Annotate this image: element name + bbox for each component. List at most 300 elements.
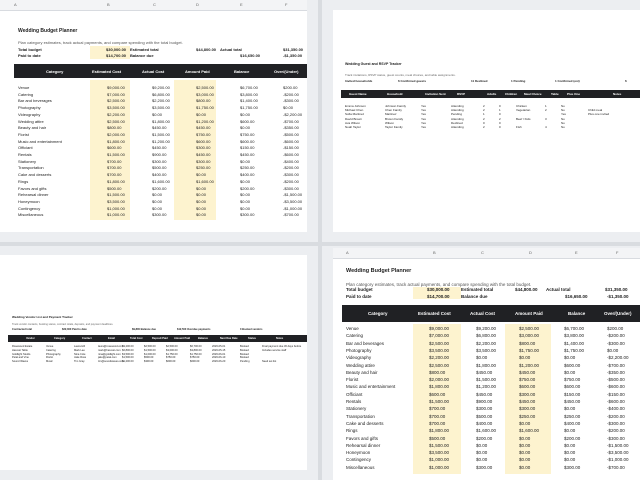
- category-cell[interactable]: Catering: [346, 333, 364, 339]
- estimated-cost-cell[interactable]: $1,500.00: [107, 192, 125, 198]
- header-contact[interactable]: Contact: [82, 337, 92, 340]
- actual-cost-cell[interactable]: $9,200.00: [152, 85, 170, 90]
- category-cell[interactable]: Rentals: [346, 399, 362, 404]
- amount-paid-cell[interactable]: $0.00: [196, 172, 207, 178]
- header-estimated-cost[interactable]: Estimated Cost: [418, 311, 451, 316]
- amount-paid-cell[interactable]: $800.00: [196, 98, 211, 104]
- deposit-cell[interactable]: $2,500.00: [144, 345, 156, 348]
- budget-row[interactable]: [333, 333, 640, 340]
- category-cell[interactable]: Florist: [18, 131, 29, 137]
- category-cell[interactable]: Wedding attire: [18, 118, 44, 124]
- estimated-cost-cell[interactable]: $2,500.00: [429, 340, 450, 346]
- amount-paid-cell[interactable]: $3,000.00: [166, 348, 178, 352]
- actual-cost-cell[interactable]: $6,800.00: [152, 91, 170, 97]
- amount-paid-cell[interactable]: $1,750.00: [519, 347, 540, 353]
- amount-paid-cell[interactable]: $0.00: [519, 355, 531, 361]
- estimated-cost-cell[interactable]: $500.00: [429, 435, 446, 441]
- amount-paid-cell[interactable]: $0.00: [196, 205, 207, 211]
- email-cell[interactable]: mark@harvest.com: [98, 348, 121, 352]
- category-cell[interactable]: Catering: [46, 348, 56, 352]
- over-under-cell[interactable]: -$600.00: [607, 384, 625, 390]
- estimated-cost-cell[interactable]: $1,000.00: [107, 212, 125, 218]
- header-amount-paid[interactable]: Amount Paid: [185, 69, 210, 74]
- actual-cost-cell[interactable]: $0.00: [152, 198, 163, 204]
- estimated-cost-cell[interactable]: $800.00: [429, 369, 446, 375]
- budget-row[interactable]: [333, 392, 640, 399]
- category-cell[interactable]: Beauty and hair: [346, 369, 378, 375]
- balance-cell[interactable]: $150.00: [240, 145, 255, 151]
- children-cell[interactable]: 2: [499, 116, 501, 121]
- category-cell[interactable]: Officiant: [18, 145, 33, 151]
- children-cell[interactable]: 0: [499, 104, 501, 108]
- over-under-cell[interactable]: -$300.00: [607, 340, 625, 346]
- amount-paid-cell[interactable]: $450.00: [519, 369, 536, 375]
- plus-one-cell[interactable]: No: [561, 125, 565, 129]
- table-cell[interactable]: 3: [545, 116, 547, 121]
- budget-row[interactable]: [0, 152, 307, 159]
- balance-cell[interactable]: $250.00: [564, 413, 581, 419]
- estimated-cost-cell[interactable]: $2,200.00: [429, 355, 450, 361]
- adults-cell[interactable]: 2: [483, 125, 485, 129]
- header-email[interactable]: Email: [108, 337, 115, 340]
- header-category[interactable]: Category: [46, 69, 64, 74]
- category-cell[interactable]: Favors and gifts: [346, 435, 379, 441]
- plus-one-cell[interactable]: No: [561, 108, 565, 113]
- header-estimated-cost[interactable]: Estimated Cost: [92, 69, 122, 74]
- category-cell[interactable]: Videography: [18, 111, 41, 117]
- status-cell[interactable]: Booked: [240, 345, 249, 348]
- adults-cell[interactable]: 2: [483, 116, 485, 121]
- balance-cell[interactable]: $1,400.00: [564, 340, 585, 346]
- balance-cell[interactable]: $1,400.00: [240, 98, 258, 104]
- amount-paid-cell[interactable]: $2,500.00: [519, 326, 540, 331]
- header-vendor[interactable]: Vendor: [26, 337, 35, 340]
- due-date-cell[interactable]: 2026-06-10: [212, 356, 226, 360]
- category-cell[interactable]: Venue: [46, 345, 54, 348]
- amount-paid-cell[interactable]: $0.00: [196, 185, 207, 191]
- amount-paid-cell[interactable]: $600.00: [166, 360, 176, 364]
- balance-cell[interactable]: $0.00: [564, 406, 576, 412]
- estimated-cost-cell[interactable]: $1,800.00: [429, 428, 450, 434]
- actual-cost-cell[interactable]: $0.00: [152, 192, 163, 198]
- rsvp-cell[interactable]: Attending: [451, 116, 464, 121]
- total-cost-cell[interactable]: $3,500.00: [122, 352, 134, 356]
- balance-cell[interactable]: $3,800.00: [240, 91, 258, 97]
- table-cell[interactable]: 2: [545, 108, 547, 113]
- category-cell[interactable]: Honeymoon: [18, 198, 40, 204]
- budget-row[interactable]: [0, 119, 307, 126]
- budget-row[interactable]: [0, 125, 307, 132]
- estimated-cost-cell[interactable]: $1,500.00: [429, 442, 450, 448]
- over-under-cell[interactable]: -$700.00: [283, 212, 299, 218]
- budget-sheet-preview-large[interactable]: [333, 248, 640, 480]
- over-under-cell[interactable]: -$200.00: [283, 165, 299, 171]
- over-under-cell[interactable]: $0.00: [607, 347, 619, 353]
- balance-cell[interactable]: $200.00: [564, 435, 581, 441]
- balance-cell[interactable]: $3,800.00: [564, 333, 585, 339]
- invitation-cell[interactable]: Yes: [421, 104, 426, 108]
- category-cell[interactable]: Transportation: [18, 165, 44, 171]
- over-under-cell[interactable]: -$200.00: [283, 91, 299, 97]
- household-cell[interactable]: Taylor Family: [385, 125, 403, 129]
- actual-cost-cell[interactable]: $3,500.00: [152, 105, 170, 111]
- budget-row[interactable]: [333, 363, 640, 370]
- budget-row[interactable]: [0, 92, 307, 99]
- actual-cost-cell[interactable]: $900.00: [476, 399, 493, 404]
- category-cell[interactable]: Beauty and hair: [18, 125, 47, 131]
- household-cell[interactable]: Martinez: [385, 112, 397, 117]
- actual-cost-cell[interactable]: $400.00: [476, 420, 493, 426]
- header-adults[interactable]: Adults: [487, 92, 497, 96]
- header-actual-cost[interactable]: Actual Cost: [470, 311, 496, 316]
- over-under-cell[interactable]: -$400.00: [607, 406, 625, 412]
- category-cell[interactable]: Honeymoon: [346, 450, 371, 456]
- over-under-cell[interactable]: -$3,500.00: [283, 198, 303, 204]
- amount-paid-cell[interactable]: $250.00: [196, 165, 211, 171]
- budget-row[interactable]: [333, 450, 640, 457]
- balance-cell[interactable]: $6,700.00: [190, 345, 202, 348]
- email-cell[interactable]: nina@goldlight.com: [98, 352, 121, 356]
- guest-rsvp-tracker-sheet[interactable]: [333, 10, 640, 232]
- over-under-cell[interactable]: -$400.00: [283, 158, 299, 164]
- over-under-cell[interactable]: -$1,000.00: [607, 457, 629, 463]
- deposit-cell[interactable]: $300.00: [144, 360, 154, 364]
- actual-cost-cell[interactable]: $6,800.00: [476, 333, 497, 339]
- estimated-cost-cell[interactable]: $600.00: [107, 145, 122, 151]
- balance-cell[interactable]: $0.00: [240, 205, 251, 211]
- header-category[interactable]: Category: [368, 311, 388, 316]
- actual-cost-cell[interactable]: $0.00: [476, 450, 488, 456]
- balance-cell[interactable]: $1,750.00: [564, 347, 585, 353]
- contact-cell[interactable]: Nina Cole: [74, 352, 86, 356]
- deposit-cell[interactable]: $500.00: [144, 356, 154, 360]
- category-cell[interactable]: Contingency: [346, 457, 372, 463]
- estimated-cost-cell[interactable]: $3,500.00: [429, 347, 450, 353]
- household-cell[interactable]: Chen Family: [385, 108, 402, 113]
- balance-cell[interactable]: $0.00: [240, 192, 251, 198]
- category-cell[interactable]: Rings: [346, 428, 358, 434]
- balance-cell[interactable]: $0.00: [564, 457, 576, 463]
- budget-row[interactable]: [0, 139, 307, 146]
- amount-paid-cell[interactable]: $3,000.00: [519, 333, 540, 339]
- budget-row[interactable]: [333, 348, 640, 355]
- actual-cost-cell[interactable]: $500.00: [476, 413, 493, 419]
- balance-cell[interactable]: $150.00: [564, 391, 581, 397]
- pane-divider-vertical[interactable]: [318, 0, 322, 480]
- category-cell[interactable]: Bar and beverages: [346, 340, 385, 346]
- header-balance[interactable]: Balance: [568, 311, 586, 316]
- header-table[interactable]: Table: [551, 92, 559, 96]
- header-household[interactable]: Household: [387, 92, 403, 96]
- status-cell[interactable]: Booked: [240, 348, 249, 352]
- over-under-cell[interactable]: -$300.00: [283, 185, 299, 191]
- vendor-cell[interactable]: Sound Waves: [12, 360, 29, 364]
- estimated-cost-cell[interactable]: $2,500.00: [429, 362, 450, 368]
- amount-paid-cell[interactable]: $0.00: [196, 111, 207, 117]
- amount-paid-cell[interactable]: $0.00: [196, 198, 207, 204]
- children-cell[interactable]: 0: [499, 120, 501, 125]
- amount-paid-cell[interactable]: $0.00: [519, 450, 531, 456]
- over-under-cell[interactable]: $200.00: [607, 326, 624, 331]
- budget-row[interactable]: [0, 206, 307, 213]
- budget-row[interactable]: [333, 377, 640, 384]
- balance-cell[interactable]: $6,700.00: [240, 85, 258, 90]
- balance-cell[interactable]: $1,750.00: [190, 352, 202, 356]
- estimated-cost-cell[interactable]: $2,000.00: [107, 131, 125, 137]
- amount-paid-cell[interactable]: $600.00: [519, 384, 536, 390]
- header-amount-paid[interactable]: Amount Paid: [174, 337, 190, 340]
- budget-row[interactable]: [333, 414, 640, 421]
- budget-row[interactable]: [0, 192, 307, 199]
- contact-cell[interactable]: Jake Ross: [74, 356, 87, 360]
- invitation-cell[interactable]: Yes: [421, 116, 426, 121]
- meal-cell[interactable]: Chicken: [516, 104, 527, 108]
- over-under-cell[interactable]: $0.00: [283, 105, 294, 111]
- header-invitation-sent[interactable]: Invitation Sent: [425, 92, 446, 96]
- category-cell[interactable]: Photography: [18, 105, 41, 111]
- actual-cost-cell[interactable]: $450.00: [476, 369, 493, 375]
- actual-cost-cell[interactable]: $1,200.00: [152, 138, 170, 144]
- amount-paid-cell[interactable]: $600.00: [196, 138, 211, 144]
- amount-paid-cell[interactable]: $300.00: [196, 158, 211, 164]
- budget-row[interactable]: [0, 132, 307, 139]
- amount-paid-cell[interactable]: $300.00: [519, 391, 536, 397]
- budget-row[interactable]: [0, 145, 307, 152]
- household-cell[interactable]: Brown Family: [385, 116, 404, 121]
- over-under-cell[interactable]: -$150.00: [607, 391, 625, 397]
- category-cell[interactable]: Contingency: [18, 205, 41, 211]
- guest-name-cell[interactable]: Michael Chen: [345, 108, 364, 113]
- category-cell[interactable]: Bar and beverages: [18, 98, 52, 104]
- invitation-cell[interactable]: Yes: [421, 112, 426, 117]
- household-cell[interactable]: Wilson: [385, 120, 395, 125]
- amount-paid-cell[interactable]: $0.00: [519, 464, 531, 470]
- category-cell[interactable]: Rentals: [18, 152, 32, 157]
- balance-cell[interactable]: $0.00: [564, 428, 576, 434]
- actual-cost-cell[interactable]: $2,200.00: [152, 98, 170, 104]
- estimated-cost-cell[interactable]: $2,000.00: [429, 377, 450, 383]
- budget-sheet-preview-small[interactable]: [0, 0, 307, 232]
- balance-cell[interactable]: $600.00: [564, 384, 581, 390]
- balance-cell[interactable]: $1,750.00: [240, 105, 258, 111]
- estimated-cost-cell[interactable]: $2,500.00: [107, 98, 125, 104]
- estimated-cost-cell[interactable]: $1,500.00: [107, 152, 125, 157]
- category-cell[interactable]: Music: [46, 360, 53, 364]
- status-cell[interactable]: Booked: [240, 356, 249, 360]
- header-deposit-paid[interactable]: Deposit Paid: [152, 337, 168, 340]
- balance-cell[interactable]: $600.00: [564, 362, 581, 368]
- over-under-cell[interactable]: -$200.00: [607, 428, 625, 434]
- guest-name-cell[interactable]: David Brown: [345, 116, 363, 121]
- actual-cost-cell[interactable]: $200.00: [476, 435, 493, 441]
- rsvp-cell[interactable]: Attending: [451, 104, 464, 108]
- amount-paid-cell[interactable]: $0.00: [519, 420, 531, 426]
- estimated-cost-cell[interactable]: $1,800.00: [107, 178, 125, 184]
- plus-one-cell[interactable]: No: [561, 120, 565, 125]
- amount-paid-cell[interactable]: $450.00: [196, 152, 211, 157]
- total-cost-cell[interactable]: $1,200.00: [122, 360, 134, 364]
- category-cell[interactable]: Venue: [18, 85, 30, 90]
- contact-cell[interactable]: Laura Hill: [74, 345, 85, 348]
- estimated-cost-cell[interactable]: $800.00: [107, 125, 122, 131]
- over-under-cell[interactable]: -$600.00: [283, 152, 299, 157]
- budget-row[interactable]: [333, 355, 640, 362]
- amount-paid-cell[interactable]: $800.00: [519, 340, 536, 346]
- category-cell[interactable]: Stationery: [18, 158, 37, 164]
- estimated-cost-cell[interactable]: $1,000.00: [107, 205, 125, 211]
- amount-paid-cell[interactable]: $1,750.00: [166, 352, 178, 356]
- actual-cost-cell[interactable]: $0.00: [152, 205, 163, 211]
- email-cell[interactable]: tim@soundwaves.com: [98, 360, 125, 364]
- guest-row[interactable]: [333, 125, 640, 129]
- category-cell[interactable]: Rehearsal dinner: [346, 442, 381, 448]
- balance-cell[interactable]: $0.00: [240, 198, 251, 204]
- balance-cell[interactable]: $750.00: [564, 377, 581, 383]
- balance-cell[interactable]: $0.00: [240, 125, 251, 131]
- estimated-cost-cell[interactable]: $700.00: [429, 420, 446, 426]
- plus-one-cell[interactable]: No: [561, 116, 565, 121]
- over-under-cell[interactable]: -$350.00: [283, 125, 299, 131]
- email-cell[interactable]: laura@rosewood.com: [98, 345, 124, 348]
- balance-cell[interactable]: $300.00: [240, 212, 255, 218]
- budget-row[interactable]: [333, 384, 640, 391]
- adults-cell[interactable]: 0: [483, 120, 485, 125]
- children-cell[interactable]: 0: [499, 112, 501, 117]
- header-balance[interactable]: Balance: [198, 337, 208, 340]
- budget-row[interactable]: [0, 186, 307, 193]
- amount-paid-cell[interactable]: $3,000.00: [196, 91, 214, 97]
- estimated-cost-cell[interactable]: $1,500.00: [429, 399, 450, 404]
- household-cell[interactable]: Johnson Family: [385, 104, 407, 108]
- balance-cell[interactable]: $250.00: [240, 165, 255, 171]
- budget-row[interactable]: [333, 399, 640, 406]
- estimated-cost-cell[interactable]: $1,800.00: [107, 138, 125, 144]
- estimated-cost-cell[interactable]: $9,000.00: [429, 326, 450, 331]
- header-actual-cost[interactable]: Actual Cost: [142, 69, 165, 74]
- estimated-cost-cell[interactable]: $7,000.00: [107, 91, 125, 97]
- guest-name-cell[interactable]: Emma Johnson: [345, 104, 366, 108]
- estimated-cost-cell[interactable]: $700.00: [107, 165, 122, 171]
- over-under-cell[interactable]: -$300.00: [607, 420, 625, 426]
- actual-cost-cell[interactable]: $0.00: [152, 111, 163, 117]
- over-under-cell[interactable]: $200.00: [283, 85, 298, 90]
- estimated-cost-cell[interactable]: $700.00: [429, 406, 446, 412]
- actual-cost-cell[interactable]: $300.00: [152, 212, 167, 218]
- category-cell[interactable]: Catering: [18, 91, 34, 97]
- notes-cell[interactable]: Need set list: [262, 360, 277, 364]
- estimated-cost-cell[interactable]: $7,000.00: [429, 333, 450, 339]
- actual-cost-cell[interactable]: $1,600.00: [152, 178, 170, 184]
- budget-row[interactable]: [0, 199, 307, 206]
- invitation-cell[interactable]: Yes: [421, 108, 426, 113]
- category-cell[interactable]: Videography: [346, 355, 372, 361]
- category-cell[interactable]: Music and entertainment: [18, 138, 62, 144]
- budget-row[interactable]: [333, 443, 640, 450]
- notes-cell[interactable]: Final payment due 30 days before: [262, 345, 302, 348]
- actual-cost-cell[interactable]: $300.00: [152, 158, 167, 164]
- deposit-cell[interactable]: $1,000.00: [144, 352, 156, 356]
- header-guest-name[interactable]: Guest Name: [349, 92, 367, 96]
- balance-cell[interactable]: $750.00: [190, 356, 200, 360]
- vendor-cell[interactable]: Rosewood Estate: [12, 345, 33, 348]
- over-under-cell[interactable]: -$700.00: [283, 118, 299, 124]
- category-cell[interactable]: Cake and desserts: [346, 420, 384, 426]
- actual-cost-cell[interactable]: $500.00: [152, 165, 167, 171]
- header-plus-one[interactable]: Plus One: [567, 92, 581, 96]
- amount-paid-cell[interactable]: $0.00: [519, 435, 531, 441]
- over-under-cell[interactable]: -$2,200.00: [283, 111, 303, 117]
- guest-name-cell[interactable]: Noah Taylor: [345, 125, 361, 129]
- actual-cost-cell[interactable]: $200.00: [152, 185, 167, 191]
- budget-row[interactable]: [333, 370, 640, 377]
- email-cell[interactable]: jake@petal.com: [98, 356, 117, 360]
- guest-name-cell[interactable]: Sofia Martinez: [345, 112, 365, 117]
- budget-row[interactable]: [0, 212, 307, 219]
- category-cell[interactable]: Miscellaneous: [18, 212, 44, 218]
- header-over-under[interactable]: Over/(Under): [274, 69, 299, 74]
- actual-cost-cell[interactable]: $900.00: [152, 152, 167, 157]
- amount-paid-cell[interactable]: $250.00: [519, 413, 536, 419]
- budget-row[interactable]: [333, 428, 640, 435]
- amount-paid-cell[interactable]: $1,750.00: [196, 105, 214, 111]
- adults-cell[interactable]: 1: [483, 112, 485, 117]
- category-cell[interactable]: Miscellaneous: [346, 464, 375, 470]
- notes-cell[interactable]: Plus one invited: [588, 112, 610, 117]
- rsvp-cell[interactable]: Declined: [451, 120, 463, 125]
- notes-cell[interactable]: Child meal: [588, 108, 603, 113]
- vendor-payment-tracker-sheet[interactable]: [0, 255, 307, 470]
- amount-paid-cell[interactable]: $1,600.00: [196, 178, 214, 184]
- estimated-cost-cell[interactable]: $2,500.00: [107, 118, 125, 124]
- actual-cost-cell[interactable]: $0.00: [476, 457, 488, 463]
- budget-row[interactable]: [0, 105, 307, 112]
- header-rsvp[interactable]: RSVP: [457, 92, 466, 96]
- over-under-cell[interactable]: -$600.00: [283, 138, 299, 144]
- actual-cost-cell[interactable]: $400.00: [152, 172, 167, 178]
- rsvp-cell[interactable]: Attending: [451, 125, 464, 129]
- budget-row[interactable]: [333, 406, 640, 413]
- over-under-cell[interactable]: -$1,500.00: [283, 192, 303, 198]
- over-under-cell[interactable]: -$350.00: [607, 369, 625, 375]
- balance-cell[interactable]: $450.00: [240, 152, 255, 157]
- estimated-cost-cell[interactable]: $1,000.00: [429, 464, 450, 470]
- balance-cell[interactable]: $0.00: [240, 178, 251, 184]
- actual-cost-cell[interactable]: $1,600.00: [476, 428, 497, 434]
- budget-row[interactable]: [333, 421, 640, 428]
- vendor-cell[interactable]: Harvest Table: [12, 348, 28, 352]
- vendor-row[interactable]: [0, 360, 307, 364]
- budget-row[interactable]: [0, 112, 307, 119]
- balance-cell[interactable]: $0.00: [564, 442, 576, 448]
- meal-cell[interactable]: Vegetarian: [516, 108, 531, 113]
- category-cell[interactable]: Photography: [46, 352, 61, 356]
- rsvp-cell[interactable]: Pending: [451, 112, 463, 117]
- balance-cell[interactable]: $300.00: [564, 464, 581, 470]
- category-cell[interactable]: Transportation: [346, 413, 375, 419]
- balance-cell[interactable]: $600.00: [190, 360, 200, 364]
- category-cell[interactable]: Photography: [346, 347, 372, 353]
- adults-cell[interactable]: 2: [483, 104, 485, 108]
- amount-paid-cell[interactable]: $2,500.00: [196, 85, 214, 90]
- estimated-cost-cell[interactable]: $600.00: [429, 391, 446, 397]
- due-date-cell[interactable]: 2026-05-01: [212, 345, 226, 348]
- over-under-cell[interactable]: -$500.00: [283, 131, 299, 137]
- amount-paid-cell[interactable]: $750.00: [166, 356, 176, 360]
- amount-paid-cell[interactable]: $300.00: [519, 406, 536, 412]
- balance-cell[interactable]: $0.00: [240, 158, 251, 164]
- category-cell[interactable]: Wedding attire: [346, 362, 375, 368]
- estimated-cost-cell[interactable]: $9,000.00: [107, 85, 125, 90]
